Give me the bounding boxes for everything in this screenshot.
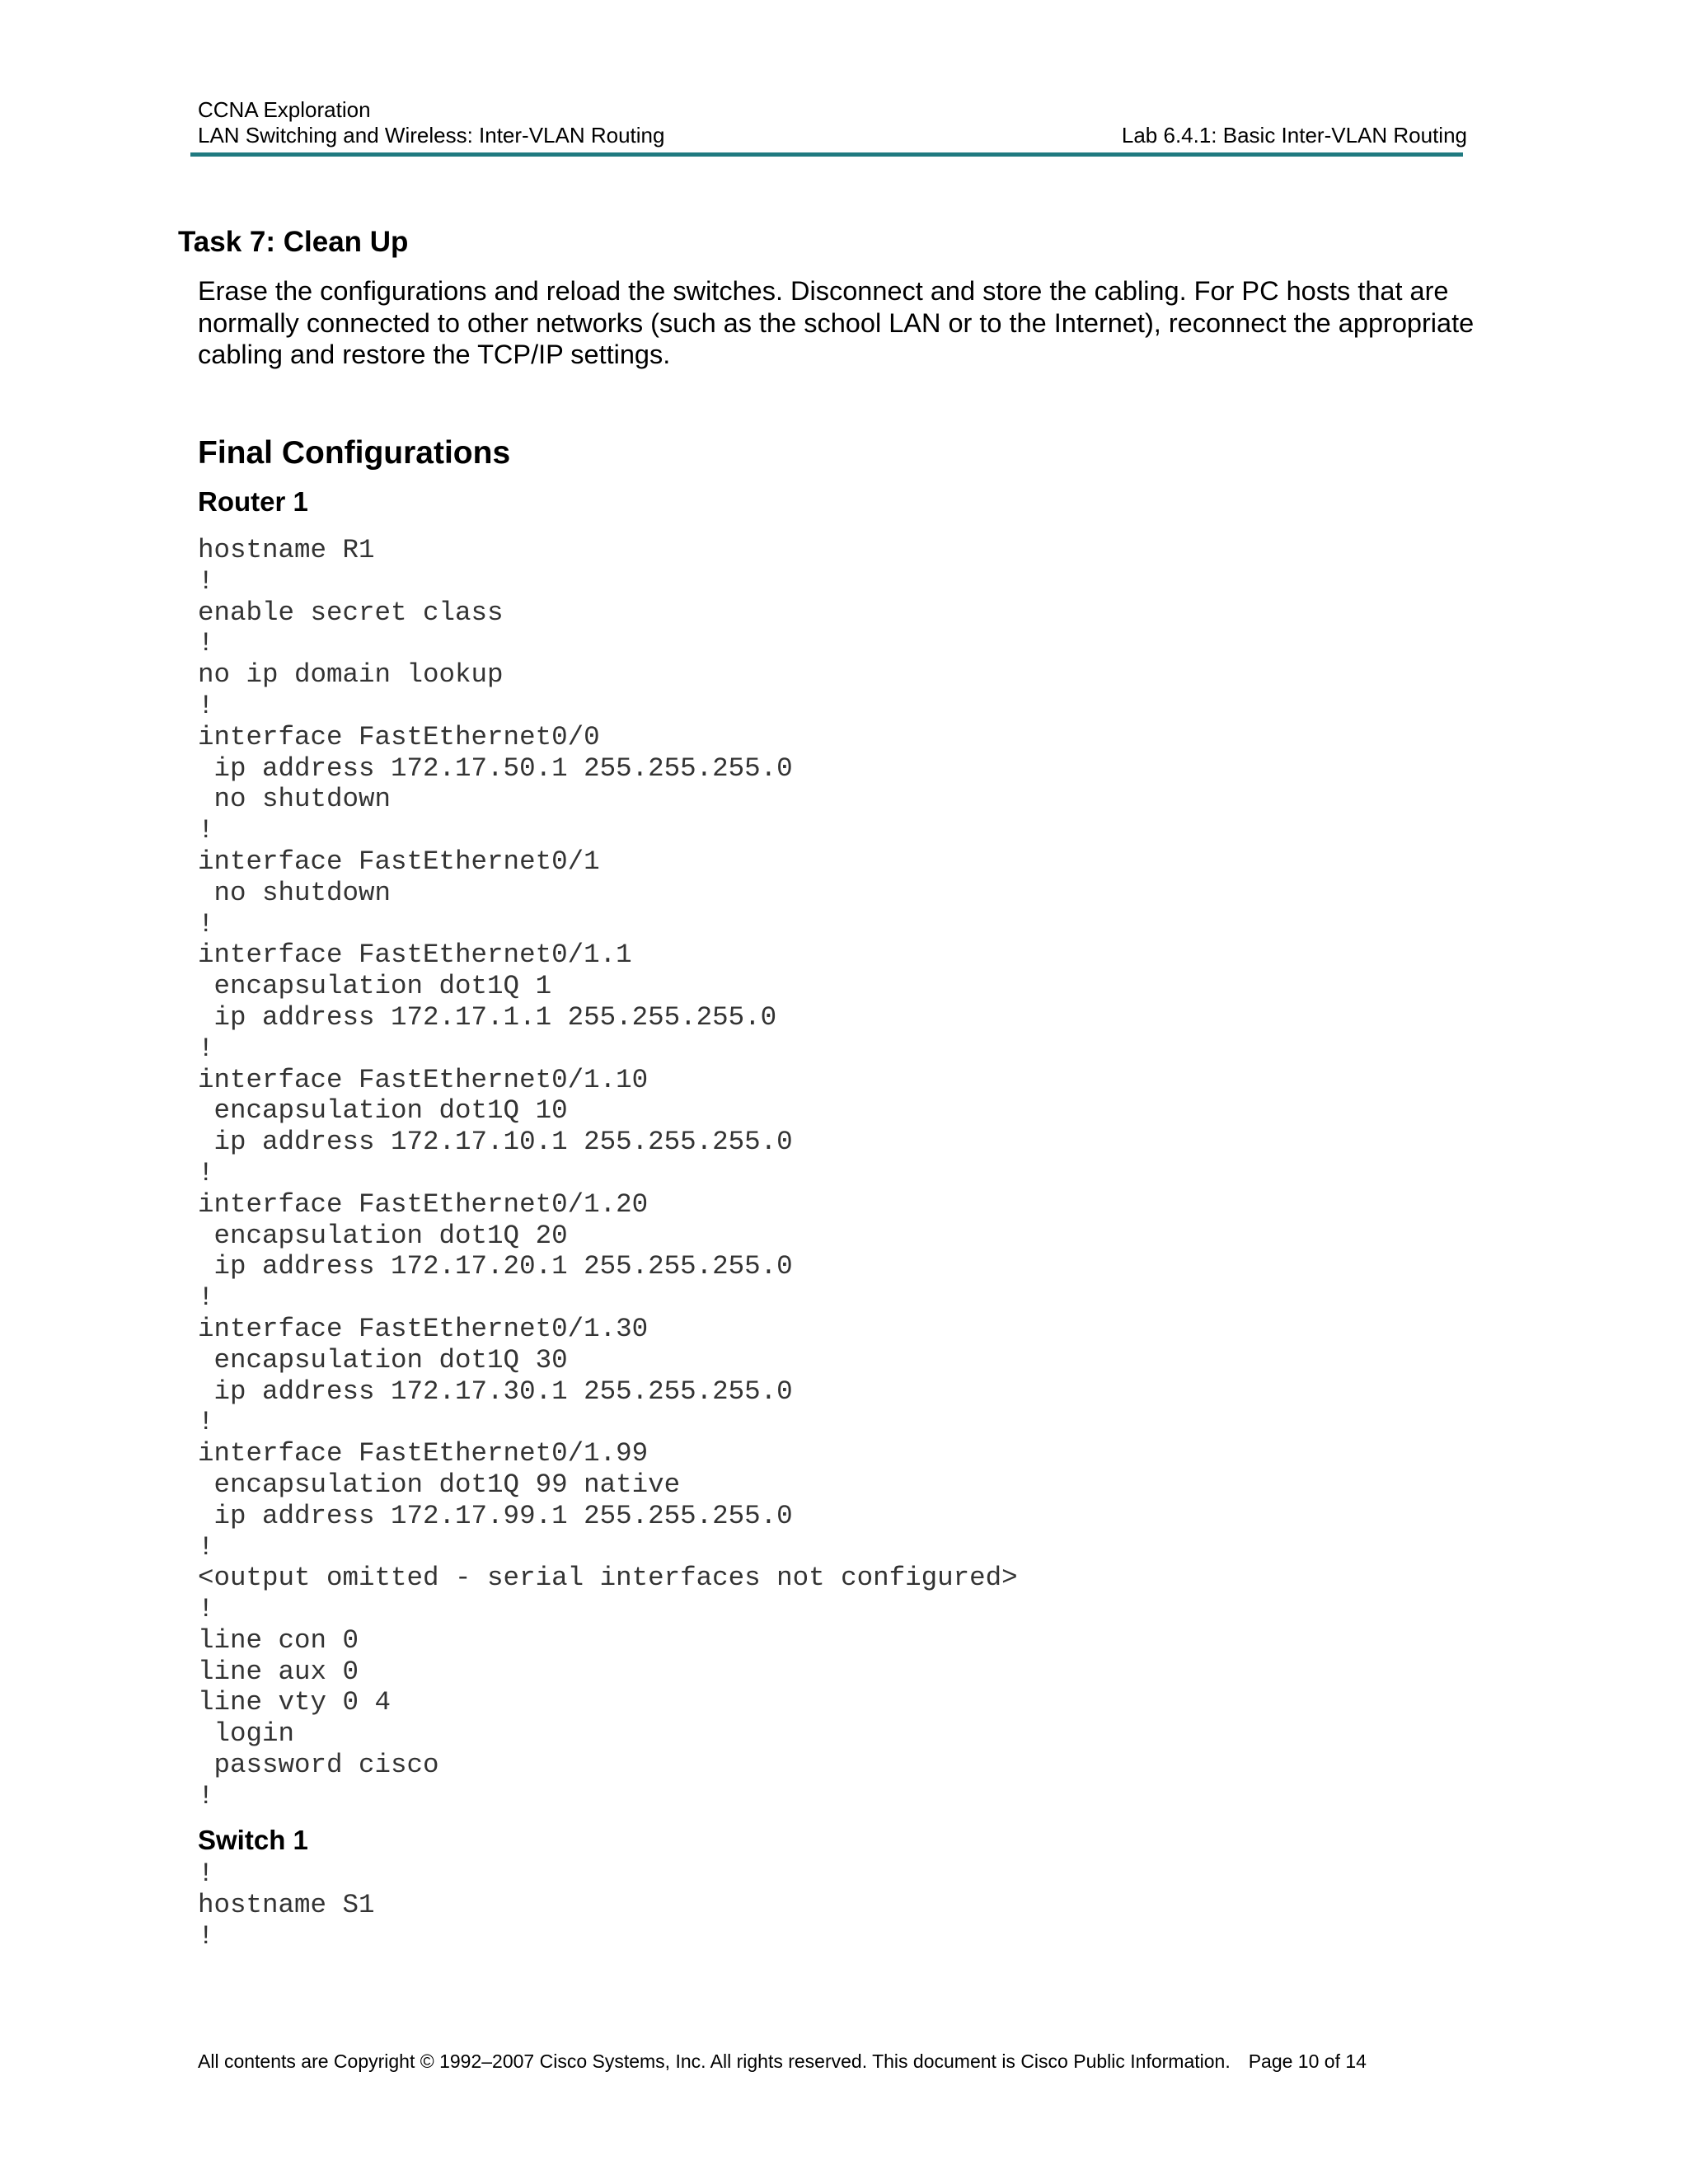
- footer-page-number: Page 10 of 14: [1248, 2050, 1367, 2072]
- footer-copyright: All contents are Copyright © 1992–2007 Cisco Systems, Inc. All rights reserved. This document is Cisco Public Information.: [198, 2050, 1231, 2072]
- header-course: CCNA Exploration: [198, 97, 371, 122]
- switch1-config: ! hostname S1 !: [198, 1858, 375, 1952]
- page-header: [198, 97, 1467, 148]
- section-title: Final Configurations: [198, 435, 511, 471]
- switch1-title: Switch 1: [198, 1825, 308, 1855]
- header-lab-title: Lab 6.4.1: Basic Inter-VLAN Routing: [1121, 123, 1467, 148]
- task-body: Erase the configurations and reload the switches. Disconnect and store the cabling. For PC hosts that are normally connected to other networks (such as the school LAN or to the Internet), reconnect the appropriate cabling and restore the TCP/IP settings.: [198, 276, 1475, 369]
- router1-config: hostname R1 ! enable secret class ! no ip domain lookup ! interface FastEthernet0/0 ip address 172.17.50.1 255.255.255.0 no shutdown ! interface FastEthernet0/1 no shutdown ! interface FastEthernet0/1.1 encapsulation dot1Q 1 ip address 172.17.1.1 255.255.255.0 ! interface FastEthernet0/1.10 encapsulation dot1Q 10 ip address 172.17.10.1 255.255.255.0 ! interface FastEthernet0/1.20 encapsulation dot1Q 20 ip address 172.17.20.1 255.255.255.0 ! interface FastEthernet0/1.30 encapsulation dot1Q 30 ip address 172.17.30.1 255.255.255.0 ! interface FastEthernet0/1.99 encapsulation dot1Q 99 native ip address 172.17.99.1 255.255.255.0 ! <output omitted - serial interfaces not configured> ! line con 0 line aux 0 line vty 0 4 login password cisco !: [198, 535, 1018, 1811]
- header-divider: [190, 152, 1463, 157]
- task-title: Task 7: Clean Up: [178, 226, 409, 258]
- page-footer: [198, 2050, 1367, 2073]
- header-module: LAN Switching and Wireless: Inter-VLAN Routing: [198, 123, 665, 148]
- router1-title: Router 1: [198, 486, 308, 517]
